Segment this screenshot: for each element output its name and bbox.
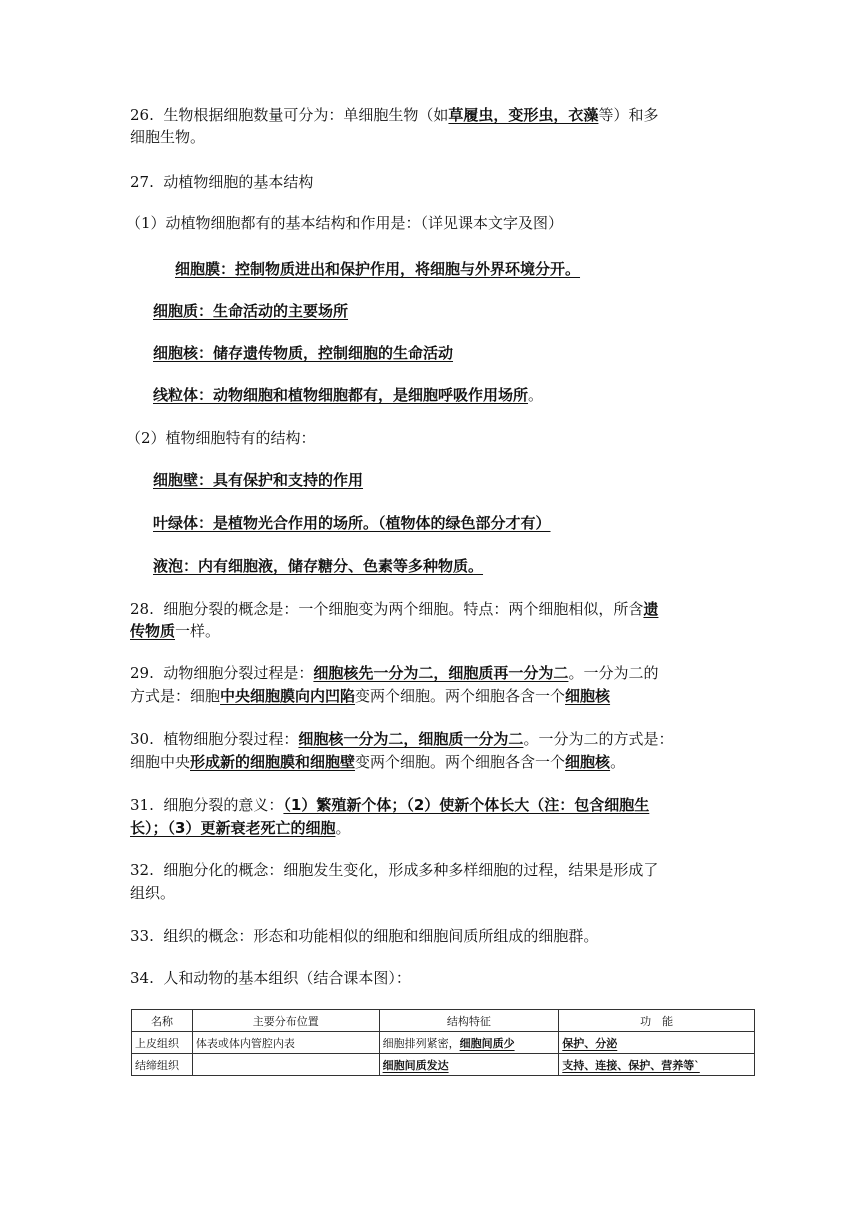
header-location: 主要分布位置	[192, 1010, 379, 1032]
answer-underlined: 细胞核	[565, 753, 611, 771]
item-31-line2: 长）；（3）更新衰老死亡的细胞。	[130, 819, 351, 837]
answer-underlined: 细胞核：储存遗传物质，控制细胞的生命活动	[153, 344, 454, 362]
item-34: 34. 人和动物的基本组织（结合课本图）：	[130, 969, 411, 987]
answer-underlined: 细胞壁：具有保护和支持的作用	[153, 471, 364, 489]
item-28-line1: 28. 细胞分裂的概念是：一个细胞变为两个细胞。特点：两个细胞相似，所含遗	[130, 600, 659, 618]
subsection-2: （2）植物细胞特有的结构：	[126, 429, 316, 447]
item-number: 30.	[130, 730, 154, 748]
cell-function: 保护、分泌	[559, 1032, 755, 1054]
item-31-line1: 31. 细胞分裂的意义：（1）繁殖新个体；（2）使新个体长大（注：包含细胞生	[130, 796, 650, 814]
cell-membrane-line	[175, 258, 580, 280]
item-29-line1: 29. 动物细胞分裂过程是：细胞核先一分为二，细胞质再一分为二。一分为二的	[130, 664, 659, 682]
answer-underlined: 传物质	[130, 622, 176, 640]
cell-function: 支持、连接、保护、营养等`	[559, 1054, 755, 1076]
answer-underlined: 遗	[643, 600, 659, 618]
header-function: 功 能	[559, 1010, 755, 1032]
header-name: 名称	[132, 1010, 193, 1032]
mitochondria-line: 线粒体：动物细胞和植物细胞都有，是细胞呼吸作用场所。	[153, 386, 544, 404]
item-27: 27. 动植物细胞的基本结构	[130, 173, 314, 191]
item-number: 28.	[130, 600, 154, 618]
cell-feature: 细胞排列紧密，细胞间质少	[379, 1032, 559, 1054]
cell-location: 体表或体内管腔内表	[192, 1032, 379, 1054]
item-number: 27.	[130, 173, 154, 191]
answer-underlined: 长）；（3）更新衰老死亡的细胞	[130, 819, 336, 837]
cell-name: 结缔组织	[132, 1054, 193, 1076]
table-header-row	[132, 1010, 755, 1032]
cell-name: 上皮组织	[132, 1032, 193, 1054]
item-number: 34.	[130, 969, 154, 987]
answer-underlined: 细胞核	[565, 687, 611, 705]
item-30-line2: 细胞中央形成新的细胞膜和细胞壁变两个细胞。两个细胞各含一个细胞核。	[130, 753, 626, 771]
item-32-line1: 32. 细胞分化的概念：细胞发生变化，形成多种多样细胞的过程，结果是形成了	[130, 861, 659, 879]
item-number: 29.	[130, 664, 154, 682]
vacuole-line	[153, 555, 483, 577]
item-32-line2: 组织。	[130, 884, 176, 902]
item-29-line2: 方式是：细胞中央细胞膜向内凹陷变两个细胞。两个细胞各含一个细胞核	[130, 687, 611, 705]
answer-underlined: 细胞质：生命活动的主要场所	[153, 302, 349, 320]
answer-underlined: 形成新的细胞膜和细胞壁	[190, 753, 356, 771]
answer-underlined: 细胞核先一分为二，细胞质再一分为二	[313, 664, 569, 682]
header-feature: 结构特征	[379, 1010, 559, 1032]
cell-location	[192, 1054, 379, 1076]
item-28-line2: 传物质一样。	[130, 622, 221, 640]
table-row	[132, 1032, 755, 1054]
answer-underlined: 液泡：内有细胞液，储存糖分、色素等多种物质。	[153, 557, 484, 575]
chloroplast-line	[153, 512, 551, 534]
answer-underlined: 线粒体：动物细胞和植物细胞都有，是细胞呼吸作用场所	[153, 386, 529, 404]
item-26-line2: 细胞生物。	[130, 128, 206, 146]
item-number: 32.	[130, 861, 154, 879]
cell-wall-line	[153, 469, 363, 491]
answer-underlined: 细胞膜：控制物质进出和保护作用，将细胞与外界环境分开。	[175, 260, 581, 278]
answer-underlined: 中央细胞膜向内凹陷	[220, 687, 356, 705]
item-number: 33.	[130, 927, 154, 945]
nucleus-line	[153, 342, 453, 364]
answer-underlined: 叶绿体：是植物光合作用的场所。（植物体的绿色部分才有）	[153, 514, 551, 532]
item-number: 26.	[130, 106, 154, 124]
tissue-table	[131, 1009, 755, 1076]
item-26-line1: 26. 生物根据细胞数量可分为：单细胞生物（如草履虫，变形虫，衣藻等）和多	[130, 106, 659, 124]
table-row	[132, 1054, 755, 1076]
answer-underlined: 草履虫，变形虫，衣藻	[448, 106, 599, 124]
subsection-1: （1）动植物细胞都有的基本结构和作用是：（详见课本文字及图）	[126, 214, 564, 232]
answer-underlined: （1）繁殖新个体；（2）使新个体长大（注：包含细胞生	[283, 796, 650, 814]
item-33: 33. 组织的概念：形态和功能相似的细胞和细胞间质所组成的细胞群。	[130, 927, 599, 945]
cytoplasm-line	[153, 300, 348, 322]
item-number: 31.	[130, 796, 154, 814]
item-30-line1: 30. 植物细胞分裂过程：细胞核一分为二，细胞质一分为二。一分为二的方式是：	[130, 730, 674, 748]
cell-feature: 细胞间质发达	[379, 1054, 559, 1076]
answer-underlined: 细胞核一分为二，细胞质一分为二	[298, 730, 524, 748]
